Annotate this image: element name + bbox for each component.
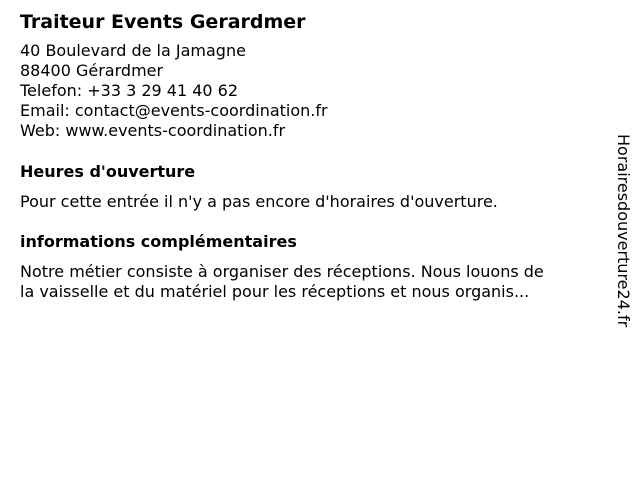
website-line: Web: www.events-coordination.fr bbox=[20, 121, 286, 140]
business-name: Traiteur Events Gerardmer bbox=[20, 11, 306, 33]
business-card bbox=[20, 10, 600, 302]
site-watermark: Horairesdouverture24.fr bbox=[614, 134, 633, 328]
email-line: Email: contact@events-coordination.fr bbox=[20, 101, 328, 120]
opening-hours-heading: Heures d'ouverture bbox=[20, 162, 196, 181]
additional-info-heading: informations complémentaires bbox=[20, 232, 297, 251]
address-street: 40 Boulevard de la Jamagne bbox=[20, 41, 246, 60]
opening-hours-text: Pour cette entrée il n'y a pas encore d'horaires d'ouverture. bbox=[20, 192, 498, 211]
contact-block bbox=[20, 41, 600, 141]
phone-line: Telefon: +33 3 29 41 40 62 bbox=[20, 81, 239, 100]
address-city: 88400 Gérardmer bbox=[20, 61, 164, 80]
additional-info-text: Notre métier consiste à organiser des réceptions. Nous louons de la vaisselle et du matériel pour les réceptions et nous organis... bbox=[20, 262, 544, 301]
